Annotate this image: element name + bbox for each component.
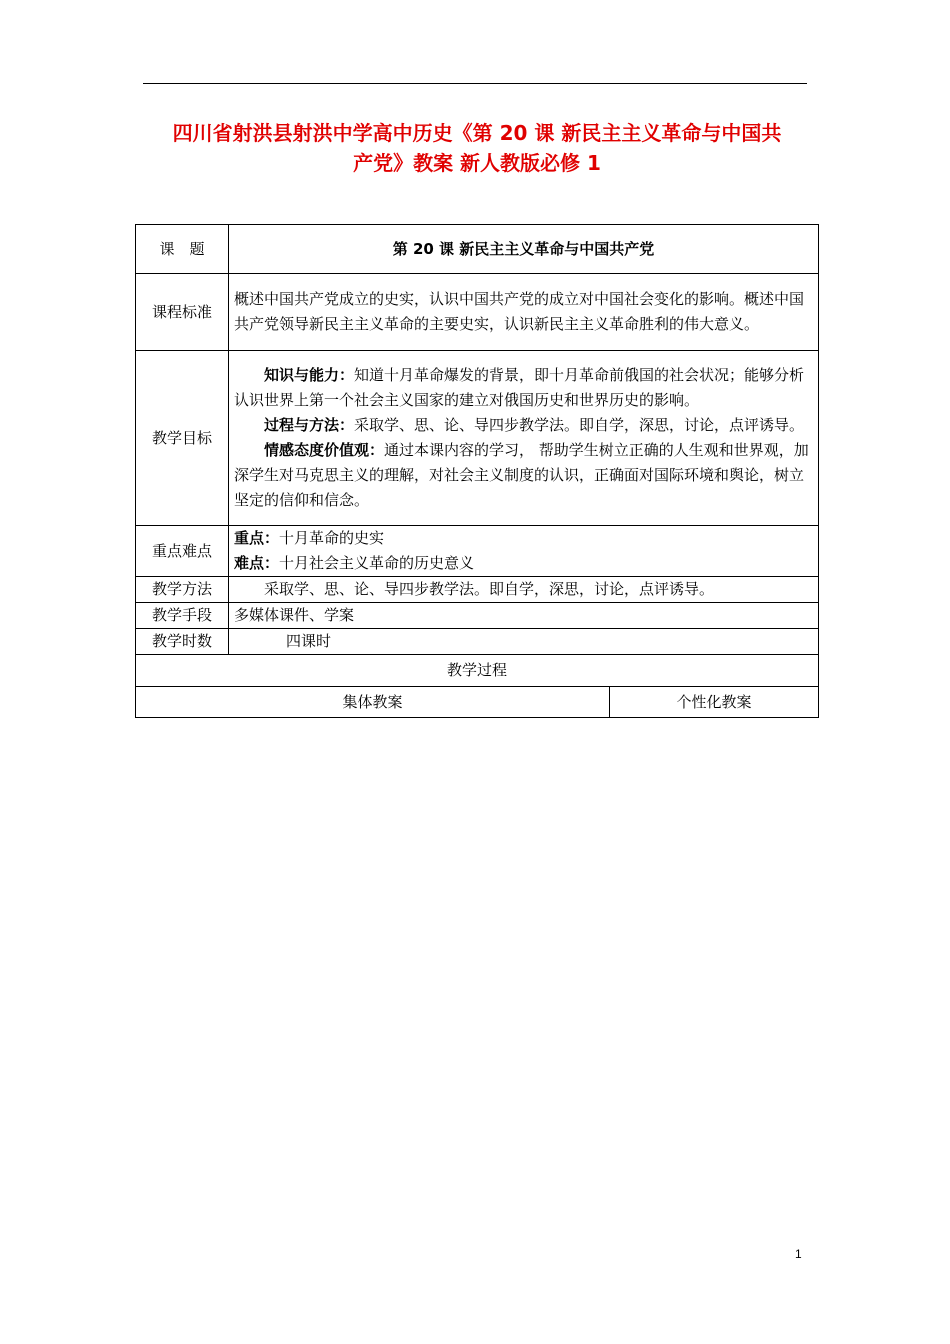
emotion-text: 通过本课内容的学习， 帮助学生树立正确的人生观和世界观，加深学生对马克思主义的理解，对社会主义制度的认识，正确面对国际环境和舆论，树立坚定的信仰和信念。 — [234, 441, 809, 509]
key-point-text: 十月革命的史实 — [279, 529, 385, 547]
process-text: 采取学、思、论、导四步教学法。即自学，深思，讨论，点评诱导。 — [354, 416, 805, 434]
document-title-line-2: 产党》教案 新人教版必修 1 — [353, 151, 601, 175]
objective-emotion — [234, 438, 813, 513]
difficult-heading: 难点： — [234, 554, 280, 572]
topic-value: 第 20 课 新民主主义革命与中国共产党 — [229, 225, 819, 274]
hours-label: 教学时数 — [136, 629, 229, 655]
method-label: 教学方法 — [136, 577, 229, 603]
row-topic — [136, 225, 819, 274]
means-label: 教学手段 — [136, 603, 229, 629]
knowledge-heading: 知识与能力： — [264, 366, 355, 384]
objective-knowledge — [234, 363, 813, 413]
means-text: 多媒体课件、学案 — [229, 603, 819, 629]
row-plan-types — [136, 687, 819, 718]
teaching-process-heading: 教学过程 — [136, 655, 819, 687]
row-hours — [136, 629, 819, 655]
key-content — [229, 526, 819, 577]
page-number: 1 — [795, 1247, 802, 1261]
standard-text: 概述中国共产党成立的史实，认识中国共产党的成立对中国社会变化的影响。概述中国共产党领导新民主主义革命的主要史实，认识新民主主义革命胜利的伟大意义。 — [229, 274, 819, 351]
row-standard — [136, 274, 819, 351]
objectives-content — [229, 351, 819, 526]
objectives-label: 教学目标 — [136, 351, 229, 526]
topic-label: 课 题 — [136, 225, 229, 274]
key-point — [234, 526, 813, 551]
method-text: 采取学、思、论、导四步教学法。即自学，深思，讨论，点评诱导。 — [229, 577, 819, 603]
row-method — [136, 577, 819, 603]
key-point-heading: 重点： — [234, 529, 280, 547]
difficult-point — [234, 551, 813, 576]
key-label: 重点难点 — [136, 526, 229, 577]
lesson-plan-table — [135, 224, 819, 718]
row-key-points — [136, 526, 819, 577]
header-rule — [143, 83, 807, 84]
standard-label: 课程标准 — [136, 274, 229, 351]
objective-process — [234, 413, 813, 438]
row-teaching-process — [136, 655, 819, 687]
row-means — [136, 603, 819, 629]
difficult-text: 十月社会主义革命的历史意义 — [279, 554, 475, 572]
personal-plan-heading: 个性化教案 — [610, 687, 819, 718]
knowledge-text: 知道十月革命爆发的背景，即十月革命前俄国的社会状况；能够分析认识世界上第一个社会主义国家的建立对俄国历史和世界历史的影响。 — [234, 366, 805, 409]
document-title — [135, 118, 819, 178]
collective-plan-heading: 集体教案 — [136, 687, 610, 718]
emotion-heading: 情感态度价值观： — [264, 441, 385, 459]
process-heading: 过程与方法： — [264, 416, 355, 434]
document-title-line-1: 四川省射洪县射洪中学高中历史《第 20 课 新民主主义革命与中国共 — [172, 121, 782, 145]
hours-text: 四课时 — [229, 629, 819, 655]
row-objectives — [136, 351, 819, 526]
